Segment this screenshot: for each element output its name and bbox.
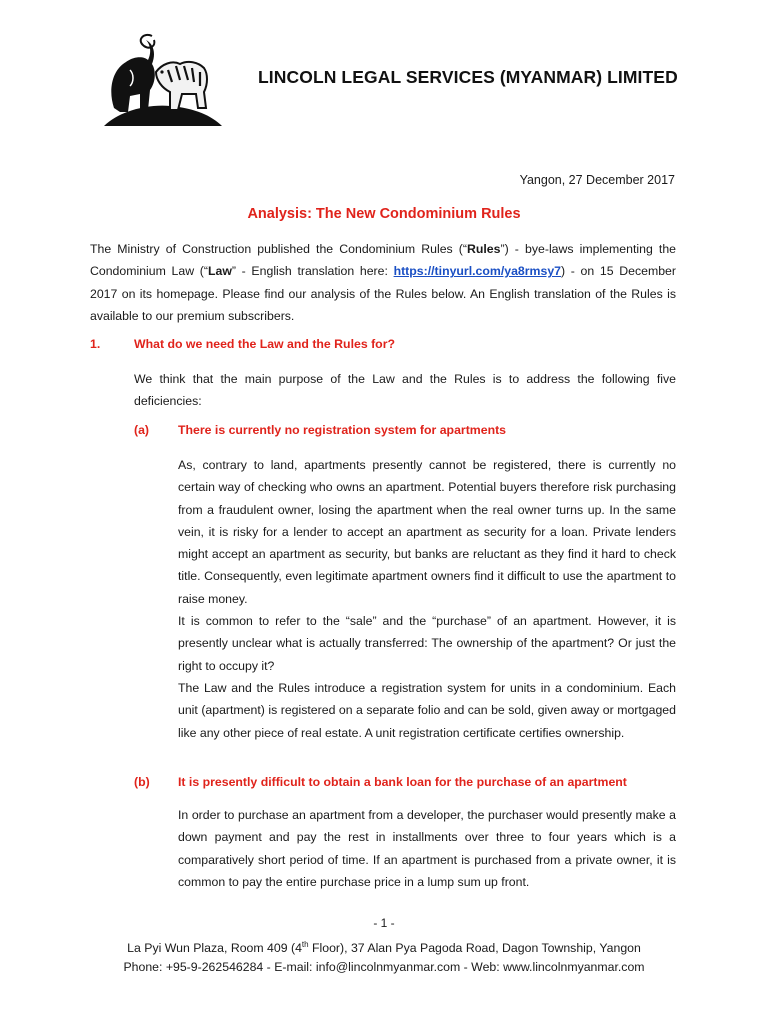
subsection-a-paragraph-3: The Law and the Rules introduce a registration system for units in a condominium. Each unit (apartment) is registered on a separate folio and can be sold, given away or mortgaged like any other piece of real estate. A unit registration certificate certifies ownership. bbox=[178, 681, 676, 740]
elephant-and-tiger-logo-icon bbox=[100, 30, 225, 130]
section-1-body: We think that the main purpose of the Law and the Rules is to address the following five deficiencies: bbox=[134, 372, 676, 409]
subsection-heading-text: There is currently no registration system for apartments bbox=[178, 423, 507, 437]
subsection-b-paragraph-1: In order to purchase an apartment from a developer, the purchaser would presently make a down payment and pay the rest in installments over three to four years which is a comparatively short period of time. If an apartment is purchased from a private owner, it is common to pay the entire purchase price in a lump sum up front. bbox=[178, 808, 676, 889]
section-heading-text: What do we need the Law and the Rules for? bbox=[134, 337, 395, 351]
footer-address: La Pyi Wun Plaza, Room 409 (4th Floor), 37 Alan Pya Pagoda Road, Dagon Township, Yangon bbox=[127, 940, 641, 956]
intro-paragraph: The Ministry of Construction published the Condominium Rules (“Rules”) - bye-laws implementing the Condominium Law (“Law” - English translation here: https://tinyurl.com/ya8rmsy7) - on 15 December 2017 on its homepage. Please find our analysis of the Rules below. An English translation of the Rules is available to our premium subscribers. bbox=[90, 242, 676, 323]
subsection-a-paragraph-2: It is common to refer to the “sale” and the “purchase” of an apartment. However, it is presently unclear what is actually transferred: The ownership of the apartment? Or just the right to occupy it? bbox=[178, 614, 676, 673]
translation-link[interactable]: https://tinyurl.com/ya8rmsy7 bbox=[393, 264, 562, 279]
footer-contact: Phone: +95-9-262546284 - E-mail: info@lincolnmyanmar.com - Web: www.lincolnmyanmar.com bbox=[123, 960, 645, 974]
subsection-heading-text: It is presently difficult to obtain a bank loan for the purchase of an apartment bbox=[178, 775, 627, 789]
document-title: Analysis: The New Condominium Rules bbox=[247, 206, 521, 222]
page-number: - 1 - bbox=[373, 916, 395, 930]
subsection-a-paragraph-1: As, contrary to land, apartments presently cannot be registered, there is currently no certain way of checking who owns an apartment. Potential buyers therefore risk purchasing from a fraudulent owner, losing the apartment when the real owner turns up. In the same vein, it is risky for a lender to accept an apartment as security for a loan. Private lenders might accept an apartment as security, but banks are reluctant as they find it hard to check title. Consequently, even legitimate apartment owners find it difficult to use the apartment to raise money. bbox=[178, 458, 676, 606]
firm-name: LINCOLN LEGAL SERVICES (MYANMAR) LIMITED bbox=[258, 67, 678, 87]
subsection-number: (a) bbox=[134, 423, 150, 437]
law-term: Law bbox=[207, 264, 232, 279]
subsection-number: (b) bbox=[134, 775, 150, 789]
section-number: 1. bbox=[90, 337, 101, 351]
rules-term: Rules bbox=[467, 242, 501, 256]
document-date: Yangon, 27 December 2017 bbox=[519, 173, 675, 187]
